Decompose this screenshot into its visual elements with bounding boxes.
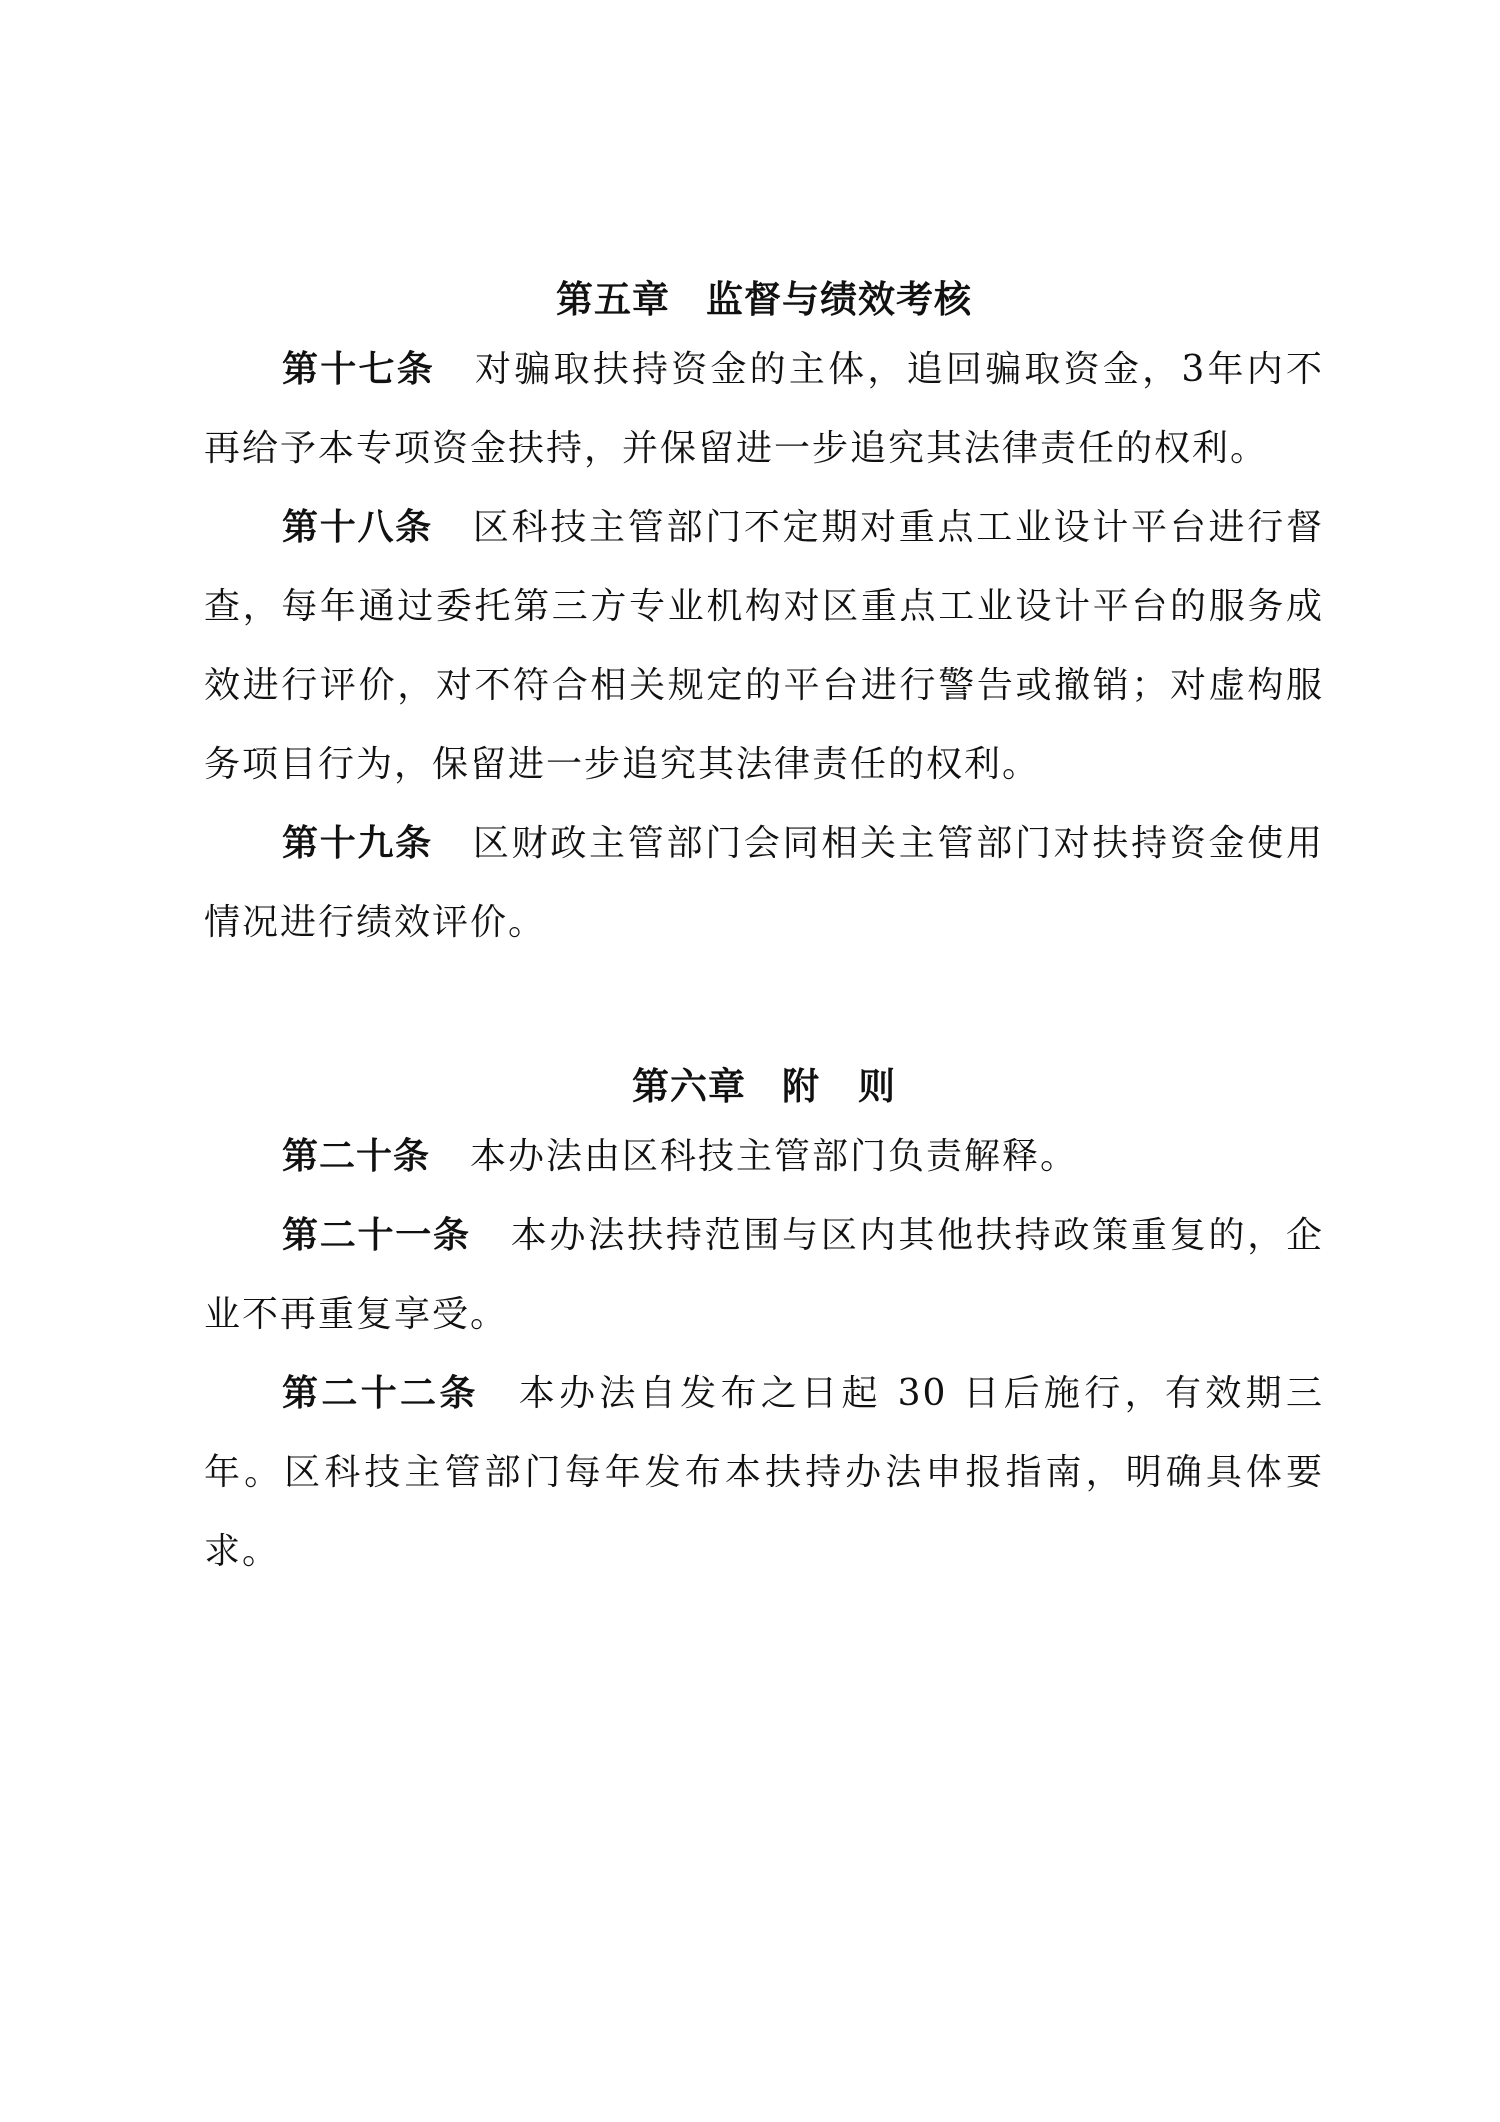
chapter-5-number: 第五章	[556, 278, 670, 321]
article-21-text: 本办法扶持范围与区内其他扶持政策重复的，企业不再重复享受。	[204, 1215, 1324, 1335]
article-21	[204, 1196, 1324, 1354]
article-19	[204, 804, 1324, 962]
chapter-6-heading: 附 则	[782, 1065, 896, 1108]
article-17-label: 第十七条	[282, 349, 435, 390]
article-19-text: 区财政主管部门会同相关主管部门对扶持资金使用情况进行绩效评价。	[204, 823, 1324, 943]
chapter-6-number: 第六章	[632, 1065, 746, 1108]
article-21-label: 第二十一条	[282, 1215, 471, 1256]
article-20	[204, 1117, 1324, 1196]
article-22-label: 第二十二条	[282, 1373, 479, 1414]
chapter-5-heading: 监督与绩效考核	[706, 278, 972, 321]
document-page	[204, 270, 1324, 1591]
article-19-label: 第十九条	[282, 823, 433, 864]
chapter-5-title	[204, 270, 1324, 330]
article-18-label: 第十八条	[282, 507, 433, 548]
article-22	[204, 1354, 1324, 1591]
article-18	[204, 488, 1324, 804]
article-22-text: 本办法自发布之日起 30 日后施行，有效期三年。区科技主管部门每年发布本扶持办法申报指南，明确具体要求。	[204, 1373, 1324, 1572]
article-20-label: 第二十条	[282, 1136, 431, 1177]
article-18-text: 区科技主管部门不定期对重点工业设计平台进行督查，每年通过委托第三方专业机构对区重点工业设计平台的服务成效进行评价，对不符合相关规定的平台进行警告或撤销；对虚构服务项目行为，保留进一步追究其法律责任的权利。	[204, 507, 1324, 785]
article-17	[204, 330, 1324, 488]
article-20-text: 本办法由区科技主管部门负责解释。	[470, 1136, 1079, 1177]
article-17-text: 对骗取扶持资金的主体，追回骗取资金，3年内不再给予本专项资金扶持，并保留进一步追究其法律责任的权利。	[204, 349, 1324, 469]
chapter-6-title	[204, 1057, 1324, 1117]
